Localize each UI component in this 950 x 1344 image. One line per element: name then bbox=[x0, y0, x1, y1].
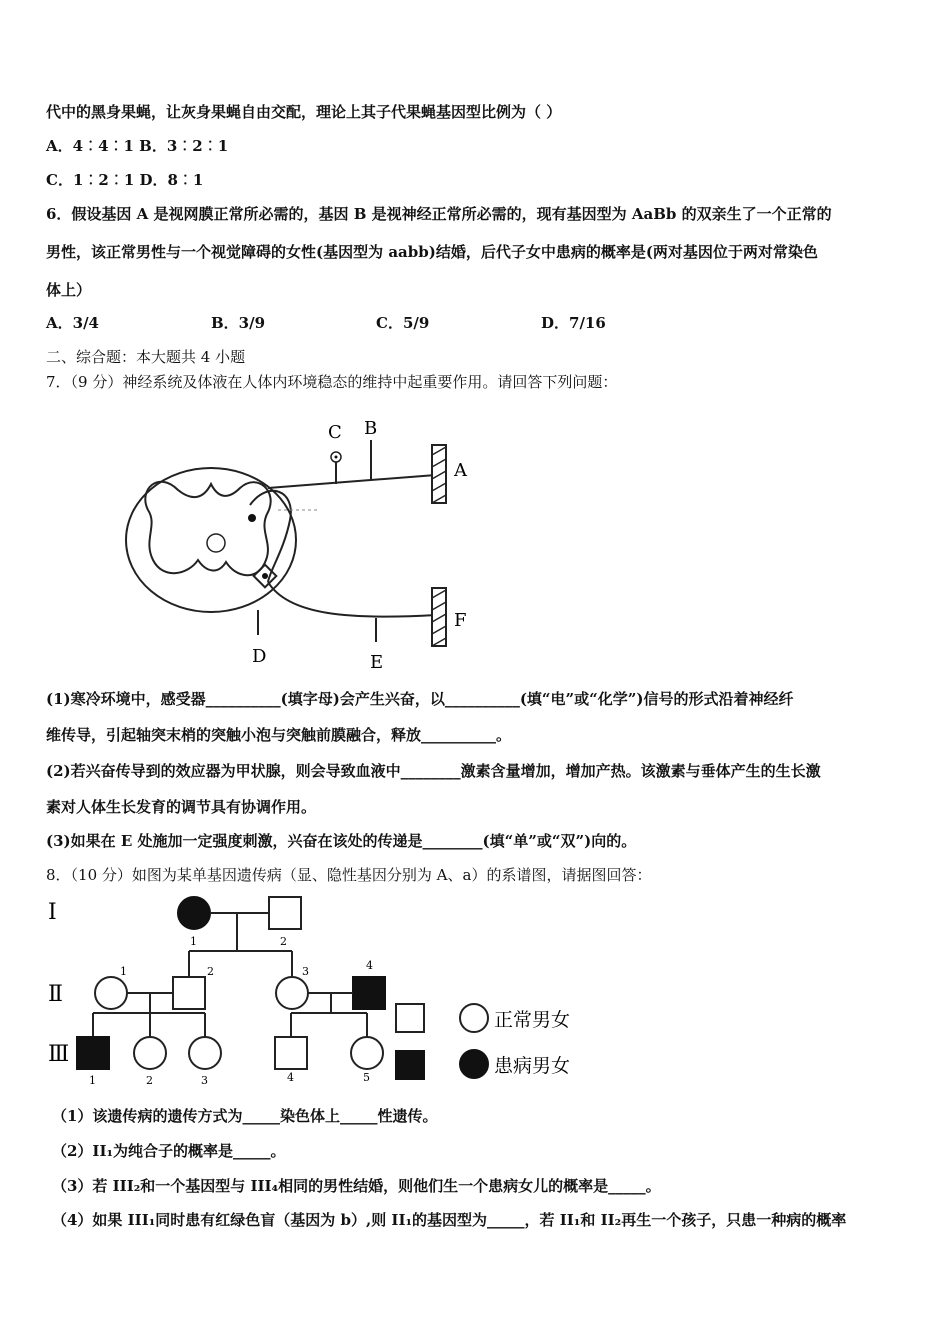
gen2-male-2 bbox=[173, 977, 205, 1009]
gen2-num-2: 2 bbox=[207, 965, 214, 978]
q8-sub4: （4）如果 III₁同时患有红绿色盲（基因为 b）,则 II₁的基因型为_____，若 II₁和 II₂再生一个孩子，只患一种病的概率 bbox=[52, 1211, 847, 1229]
q6-option-c: C．5/9 bbox=[376, 314, 430, 332]
gray-matter bbox=[145, 482, 270, 576]
section-title: 二、综合题：本大题共 4 小题 bbox=[46, 348, 246, 366]
q7-p1-line2: 维传导，引起轴突末梢的突触小泡与突触前膜融合，释放__________。 bbox=[46, 726, 512, 744]
gen2-num-4: 4 bbox=[366, 959, 373, 972]
q7-p2-line2: 素对人体生长发育的调节具有协调作用。 bbox=[46, 798, 317, 816]
gen3-num-3: 3 bbox=[201, 1074, 208, 1087]
gen3-num-5: 5 bbox=[363, 1071, 370, 1084]
gen3-female-2 bbox=[134, 1037, 166, 1069]
gen-label-3: Ⅲ bbox=[48, 1042, 70, 1067]
legend-normal-label: 正常男女 bbox=[494, 1009, 571, 1031]
gen3-num-1: 1 bbox=[89, 1074, 96, 1087]
q7-stem: 7．（9 分）神经系统及体液在人体内环境稳态的维持中起重要作用。请回答下列问题： bbox=[46, 373, 618, 391]
gen1-num-2: 2 bbox=[280, 935, 287, 948]
pedigree-chart bbox=[44, 893, 584, 1093]
q8-sub3: （3）若 III₂和一个基因型与 III₄相同的男性结婚，则他们生一个患病女儿的概率是_____。 bbox=[52, 1177, 661, 1195]
q5-options-row1: A．4︰4︰1 B．3︰2︰1 bbox=[46, 137, 229, 155]
legend-affected-label: 患病男女 bbox=[494, 1055, 571, 1077]
gen2-male-4-affected bbox=[353, 977, 385, 1009]
legend-normal-male bbox=[396, 1004, 424, 1032]
q5-tail: 代中的黑身果蝇，让灰身果蝇自由交配，理论上其子代果蝇基因型比例为（ ） bbox=[46, 103, 562, 121]
gen2-female-3 bbox=[276, 977, 308, 1009]
q8-sub2: （2）II₁为纯合子的概率是_____。 bbox=[52, 1142, 286, 1160]
q6-option-b: B．3/9 bbox=[211, 314, 266, 332]
label-d: D bbox=[252, 646, 267, 667]
reflex-arc-figure bbox=[118, 410, 478, 675]
label-e: E bbox=[370, 652, 384, 673]
neuron-body bbox=[248, 514, 256, 522]
gen2-female-1 bbox=[95, 977, 127, 1009]
gen-label-1: Ⅰ bbox=[48, 900, 57, 925]
efferent-fiber bbox=[268, 582, 436, 617]
gen3-num-4: 4 bbox=[287, 1071, 294, 1084]
gen-label-2: Ⅱ bbox=[48, 982, 63, 1007]
q6-line1: 6．假设基因 A 是视网膜正常所必需的，基因 B 是视神经正常所必需的，现有基因型为 AaBb 的双亲生了一个正常的 bbox=[46, 205, 832, 223]
central-canal bbox=[207, 534, 225, 552]
legend-normal-female bbox=[460, 1004, 488, 1032]
q8-sub1: （1）该遗传病的遗传方式为_____染色体上_____性遗传。 bbox=[52, 1107, 438, 1125]
spinal-cord-outline bbox=[126, 468, 296, 612]
afferent-fiber bbox=[268, 475, 436, 488]
q5-options-row2: C．1︰2︰1 D．8︰1 bbox=[46, 171, 204, 189]
q6-option-d: D．7/16 bbox=[541, 314, 606, 332]
gen2-num-1: 1 bbox=[120, 965, 127, 978]
label-c: C bbox=[328, 422, 342, 443]
legend-affected-female bbox=[460, 1050, 488, 1078]
gen3-num-2: 2 bbox=[146, 1074, 153, 1087]
q6-line3: 体上） bbox=[46, 281, 92, 299]
gen3-female-5 bbox=[351, 1037, 383, 1069]
q7-p3: (3)如果在 E 处施加一定强度刺激，兴奋在该处的传递是________(填“单”或“双”)向的。 bbox=[46, 832, 637, 850]
gen1-female-affected bbox=[178, 897, 210, 929]
q7-p1-line1: (1)寒冷环境中，感受器__________(填字母)会产生兴奋，以__________(填“电”或“化学”)信号的形式沿着神经纤 bbox=[46, 690, 794, 708]
q8-stem: 8．（10 分）如图为某单基因遗传病（显、隐性基因分别为 A、a）的系谱图，请据图回答： bbox=[46, 866, 652, 884]
label-f: F bbox=[454, 610, 467, 631]
label-b: B bbox=[364, 418, 378, 439]
label-a: A bbox=[454, 460, 467, 481]
gen3-female-3 bbox=[189, 1037, 221, 1069]
q6-option-a: A．3/4 bbox=[46, 314, 99, 332]
gen2-num-3: 3 bbox=[302, 965, 309, 978]
gen3-male-1-affected bbox=[77, 1037, 109, 1069]
gen1-num-1: 1 bbox=[190, 935, 197, 948]
q6-line2: 男性，该正常男性与一个视觉障碍的女性(基因型为 aabb)结婚，后代子女中患病的概率是(两对基因位于两对常染色 bbox=[46, 243, 818, 261]
gen3-male-4 bbox=[275, 1037, 307, 1069]
gen1-male-normal bbox=[269, 897, 301, 929]
q7-p2-line1: (2)若兴奋传导到的效应器为甲状腺，则会导致血液中________激素含量增加，增加产热。该激素与垂体产生的生长激 bbox=[46, 762, 821, 780]
legend-affected-male bbox=[396, 1051, 424, 1079]
